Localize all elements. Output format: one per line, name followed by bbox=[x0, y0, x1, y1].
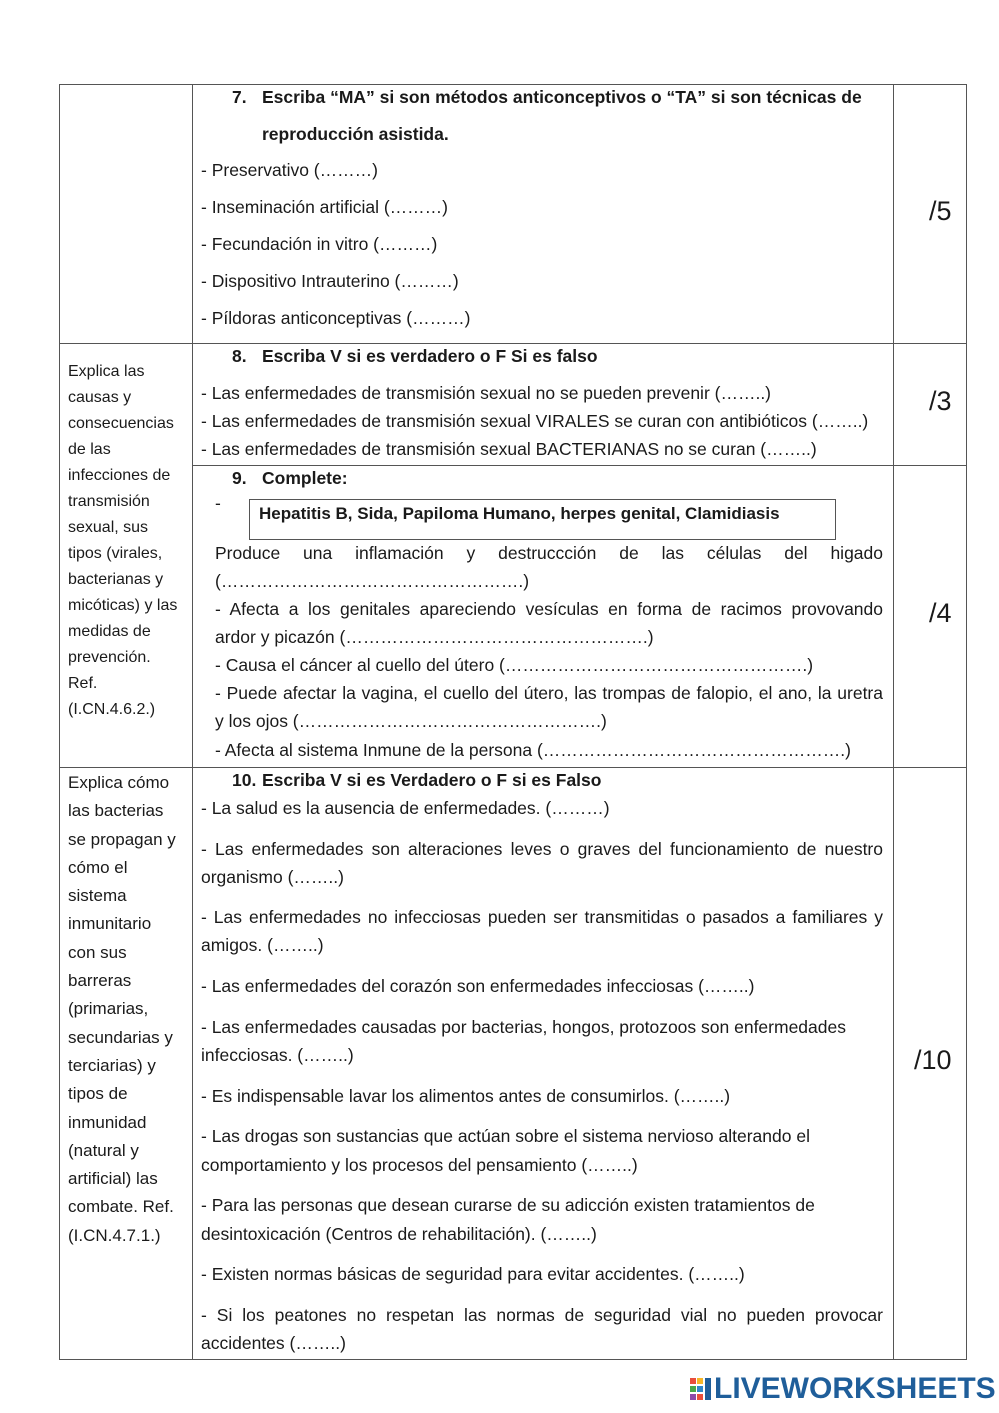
outcome-line: Ref. bbox=[68, 675, 98, 692]
brand-name: LIVEWORKSHEETS bbox=[714, 1372, 996, 1405]
outcome-line: prevención. bbox=[68, 649, 151, 666]
question-8-item: - Las enfermedades de transmisión sexual VIRALES se curan con antibióticos (……..) bbox=[201, 411, 869, 431]
outcome-line: (I.CN.4.6.2.) bbox=[68, 701, 156, 718]
question-10-item-cont: amigos. (……..) bbox=[201, 935, 324, 955]
outcome-line: tipos (virales, bbox=[68, 545, 163, 562]
question-9-number: 9. bbox=[232, 468, 247, 488]
question-7-item: - Dispositivo Intrauterino (………) bbox=[201, 271, 459, 291]
question-10-title: Escriba V si es Verdadero o F si es Falso bbox=[262, 770, 602, 790]
outcome-line: bacterianas y bbox=[68, 571, 164, 588]
question-9-title: Complete: bbox=[262, 468, 348, 488]
question-10-item: - Las enfermedades no infecciosas pueden ser transmitidas o pasados a familiares y bbox=[201, 907, 883, 927]
outcome-line: transmisión bbox=[68, 493, 150, 510]
row-divider-1 bbox=[59, 343, 967, 344]
question-9-item-blank: (…………………………………………….) bbox=[215, 571, 530, 591]
question-7-item: - Fecundación in vitro (………) bbox=[201, 234, 438, 254]
outcome-line: barreras bbox=[68, 971, 132, 991]
question-10-item-cont: accidentes (……..) bbox=[201, 1333, 346, 1353]
outcome-line: con sus bbox=[68, 942, 127, 962]
question-10-item-cont: organismo (……..) bbox=[201, 867, 344, 887]
outcome-line: las bacterias bbox=[68, 801, 164, 821]
table-border-bottom bbox=[59, 1359, 967, 1360]
outcome-line: micóticas) y las bbox=[68, 597, 178, 614]
word-bank-box: Hepatitis B, Sida, Papiloma Humano, herpes genital, Clamidiasis bbox=[249, 499, 836, 540]
question-10-item: - Las enfermedades causadas por bacterias, hongos, protozoos son enfermedades bbox=[201, 1017, 846, 1037]
outcome-line: sistema bbox=[68, 886, 127, 906]
liveworksheets-icon bbox=[690, 1377, 712, 1401]
row-divider-2 bbox=[59, 767, 967, 768]
learning-outcome-immunity bbox=[68, 769, 190, 1250]
outcome-line: (I.CN.4.7.1.) bbox=[68, 1225, 161, 1245]
outcome-line: de las bbox=[68, 441, 111, 458]
score-q7: /5 bbox=[929, 196, 952, 226]
outcome-line: inmunidad bbox=[68, 1112, 147, 1132]
table-border-right bbox=[966, 84, 967, 1360]
table-border-left bbox=[59, 84, 60, 1360]
liveworksheets-logo bbox=[690, 1372, 996, 1406]
question-9-item-cont: y los ojos (…………………………………………….) bbox=[215, 711, 607, 731]
question-8-number: 8. bbox=[232, 346, 247, 366]
outcome-line: artificial) las bbox=[68, 1169, 158, 1189]
question-10-item-cont: comportamiento y los procesos del pensamiento (……..) bbox=[201, 1155, 638, 1175]
outcome-line: combate. Ref. bbox=[68, 1197, 174, 1217]
question-10-item: - Si los peatones no respetan las normas de seguridad vial no pueden provocar bbox=[201, 1305, 883, 1325]
question-8-item: - Las enfermedades de transmisión sexual no se pueden prevenir (……..) bbox=[201, 383, 772, 403]
outcome-line: se propagan y bbox=[68, 829, 176, 849]
score-q8: /3 bbox=[929, 386, 952, 416]
column-divider-2 bbox=[893, 84, 894, 1360]
outcome-line: terciarias) y bbox=[68, 1055, 156, 1075]
question-9-item: - Puede afectar la vagina, el cuello del útero, las trompas de falopio, el ano, la uretra bbox=[215, 683, 883, 703]
question-8-item: - Las enfermedades de transmisión sexual BACTERIANAS no se curan (……..) bbox=[201, 439, 817, 459]
question-9-item: - Causa el cáncer al cuello del útero (…………………………………………….) bbox=[215, 655, 814, 675]
outcome-line: secundarias y bbox=[68, 1027, 173, 1047]
outcome-line: Explica las bbox=[68, 363, 145, 380]
outcome-line: cómo el bbox=[68, 857, 128, 877]
outcome-line: causas y bbox=[68, 389, 132, 406]
question-9-item: - Afecta al sistema Inmune de la persona (…………………………………………….) bbox=[215, 740, 851, 760]
question-10-item: - Para las personas que desean curarse de su adicción existen tratamientos de bbox=[201, 1195, 815, 1215]
question-9-item-cont: ardor y picazón (…………………………………………….) bbox=[215, 627, 654, 647]
outcome-line: Explica cómo bbox=[68, 773, 170, 792]
question-10-item: - Es indispensable lavar los alimentos antes de consumirlos. (……..) bbox=[201, 1086, 731, 1106]
score-q10: /10 bbox=[914, 1045, 952, 1075]
learning-outcome-its bbox=[68, 359, 190, 723]
question-10-item: - Existen normas básicas de seguridad para evitar accidentes. (……..) bbox=[201, 1264, 745, 1284]
question-7-item: - Preservativo (………) bbox=[201, 160, 378, 180]
word-bank-dash: - bbox=[215, 493, 221, 513]
score-q9: /4 bbox=[929, 598, 952, 628]
table-border-top bbox=[59, 84, 967, 85]
question-7-title-line1: Escriba “MA” si son métodos anticonceptivos o “TA” si son técnicas de bbox=[262, 87, 862, 107]
outcome-line: (natural y bbox=[68, 1140, 139, 1160]
question-9-item: - Afecta a los genitales apareciendo vesículas en forma de racimos provovando bbox=[215, 599, 883, 619]
outcome-line: medidas de bbox=[68, 623, 151, 640]
column-divider-1 bbox=[192, 84, 193, 1360]
question-10-item: - Las enfermedades son alteraciones leves o graves del funcionamiento de nuestro bbox=[201, 839, 883, 859]
question-10-item: - La salud es la ausencia de enfermedades. (………) bbox=[201, 798, 610, 818]
question-10-item: - Las enfermedades del corazón son enfermedades infecciosas (……..) bbox=[201, 976, 755, 996]
question-7-item: - Inseminación artificial (………) bbox=[201, 197, 448, 217]
outcome-line: consecuencias bbox=[68, 415, 174, 432]
outcome-line: inmunitario bbox=[68, 914, 152, 934]
question-9-item: Produce una inflamación y destruccción de las células del higado bbox=[215, 543, 883, 563]
outcome-line: tipos de bbox=[68, 1084, 128, 1104]
question-7-title-line2: reproducción asistida. bbox=[262, 124, 449, 144]
outcome-line: sexual, sus bbox=[68, 519, 149, 536]
question-7-item: - Píldoras anticonceptivas (………) bbox=[201, 308, 471, 328]
question-10-item: - Las drogas son sustancias que actúan sobre el sistema nervioso alterando el bbox=[201, 1126, 810, 1146]
outcome-line: (primarias, bbox=[68, 999, 149, 1019]
outcome-line: infecciones de bbox=[68, 467, 171, 484]
row-divider-q8-q9 bbox=[192, 465, 967, 466]
question-7-number: 7. bbox=[232, 87, 247, 107]
question-10-item-cont: infecciosas. (……..) bbox=[201, 1045, 354, 1065]
question-10-item-cont: desintoxicación (Centros de rehabilitación). (……..) bbox=[201, 1224, 597, 1244]
question-8-title: Escriba V si es verdadero o F Si es falso bbox=[262, 346, 598, 366]
question-10-number: 10. bbox=[232, 770, 257, 790]
